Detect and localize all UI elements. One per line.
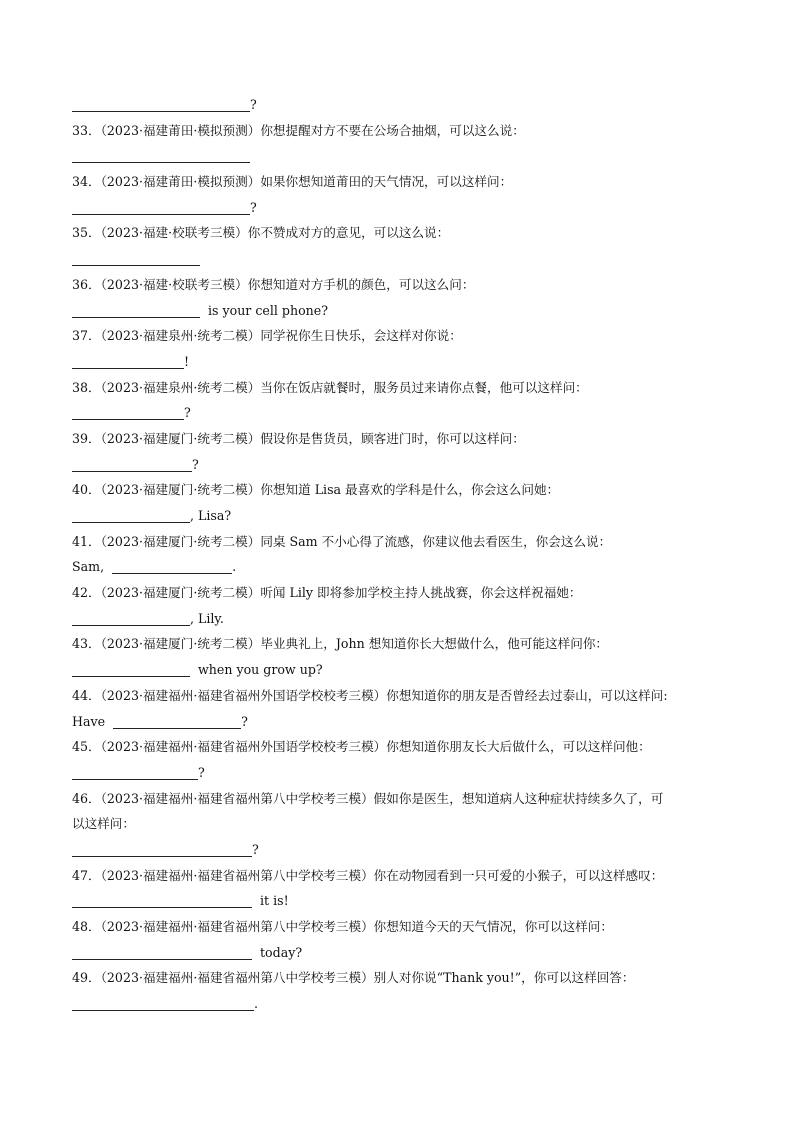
text-line [72,683,732,709]
text-line [72,375,732,401]
line-text: 40．（2023·福建厦门·统考二模）你想知道 Lisa 最喜欢的学科是什么，你会这么问她： [72,482,560,498]
text-line [72,298,732,324]
text-line [72,991,732,1017]
line-text: it is! [260,893,289,909]
answer-blank[interactable] [72,996,254,1011]
text-line [72,914,732,940]
line-text: ! [184,353,190,369]
line-text: today? [260,944,303,960]
line-text: 38．（2023·福建泉州·统考二模）当你在饭店就餐时，服务员过来请你点餐，他可以这样问： [72,379,588,395]
answer-blank[interactable] [72,97,250,112]
text-line [72,349,732,375]
text-line [72,580,732,606]
line-text: 33．（2023·福建莆田·模拟预测）你想提醒对方不要在公场合抽烟，可以这么说： [72,122,525,138]
line-text: Have [72,713,106,729]
text-line [72,837,732,863]
answer-blank[interactable] [112,559,232,574]
text-line [72,426,732,452]
text-line [72,452,732,478]
line-text: 44．（2023·福建福州·福建省福州外国语学校校考三模）你想知道你的朋友是否曾经去过泰山，可以这样问: [72,687,668,703]
line-text: ? [252,841,259,857]
text-line [72,631,732,657]
text-line [72,323,732,349]
answer-blank[interactable] [72,148,250,163]
line-text: 45．（2023·福建福州·福建省福州外国语学校校考三模）你想知道你朋友长大后做什么，可以这样问他： [72,739,651,755]
text-line [72,92,732,118]
text-line [72,195,732,221]
line-text: is your cell phone? [208,302,328,318]
answer-blank[interactable] [72,405,184,420]
text-line [72,477,732,503]
question-list [72,92,732,1017]
text-line [72,888,732,914]
text-line [72,503,732,529]
line-text: Sam, [72,559,105,575]
text-line [72,118,732,144]
line-text: , Lisa? [190,508,232,523]
line-text: 48．（2023·福建福州·福建省福州第八中学校考三模）你想知道今天的天气情况，你可以这样问： [72,919,613,934]
line-text: 47．（2023·福建福州·福建省福州第八中学校考三模）你在动物园看到一只可爱的小猴子，可以这样感叹： [72,867,664,883]
text-line [72,657,732,683]
text-line [72,965,732,991]
line-text: ? [250,97,257,112]
answer-blank[interactable] [72,662,190,677]
text-line [72,940,732,966]
answer-blank[interactable] [72,945,252,960]
answer-blank[interactable] [72,303,200,318]
line-text: ? [241,713,248,729]
answer-blank[interactable] [72,457,192,472]
answer-blank[interactable] [72,765,198,780]
text-line [72,529,732,555]
line-text: . [232,559,237,575]
line-text: 以这样问： [72,816,135,832]
answer-blank[interactable] [72,893,252,908]
line-text: 46．（2023·福建福州·福建省福州第八中学校考三模）假如你是医生，想知道病人这种症状持续多久了，可 [72,790,664,806]
line-text: 37．（2023·福建泉州·统考二模）同学祝你生日快乐，会这样对你说： [72,328,462,344]
line-text: ? [184,405,191,421]
line-text: 36．（2023·福建·校联考三模）你想知道对方手机的颜色，可以这么问： [72,276,475,292]
line-text: 41．（2023·福建厦门·统考二模）同桌 Sam 不小心得了流感，你建议他去看医生，你会这么说： [72,533,612,549]
text-line [72,143,732,169]
text-line [72,760,732,786]
line-text: 39．（2023·福建厦门·统考二模）假设你是售货员，顾客进门时，你可以这样问： [72,430,525,446]
answer-blank[interactable] [72,200,250,215]
text-line [72,220,732,246]
text-line [72,709,732,735]
line-text: 35．（2023·福建·校联考三模）你不赞成对方的意见，可以这么说： [72,225,450,241]
answer-blank[interactable] [72,611,190,626]
answer-blank[interactable] [113,714,241,729]
line-text: 49．（2023·福建福州·福建省福州第八中学校考三模）别人对你说“Thank you!”，你可以这样回答： [72,970,635,986]
text-line [72,786,732,812]
line-text: , Lily. [190,610,224,626]
line-text: ? [192,456,199,472]
line-text: ? [198,764,205,780]
text-line [72,734,732,760]
text-line [72,811,732,837]
line-text: when you grow up? [198,662,323,678]
answer-blank[interactable] [72,508,190,523]
line-text: ? [250,199,257,215]
text-line [72,863,732,889]
answer-blank[interactable] [72,842,252,857]
text-line [72,400,732,426]
line-text: . [254,996,259,1012]
line-text: 34．（2023·福建莆田·模拟预测）如果你想知道莆田的天气情况，可以这样问： [72,174,513,190]
text-line [72,606,732,632]
line-text: 43．（2023·福建厦门·统考二模）毕业典礼上，John 想知道你长大想做什么，他可能这样问你： [72,636,609,652]
text-line [72,246,732,272]
text-line [72,169,732,195]
answer-blank[interactable] [72,354,184,369]
text-line [72,554,732,580]
text-line [72,272,732,298]
answer-blank[interactable] [72,251,200,266]
line-text: 42．（2023·福建厦门·统考二模）听闻 Lily 即将参加学校主持人挑战赛，你会这样祝福她： [72,585,582,601]
